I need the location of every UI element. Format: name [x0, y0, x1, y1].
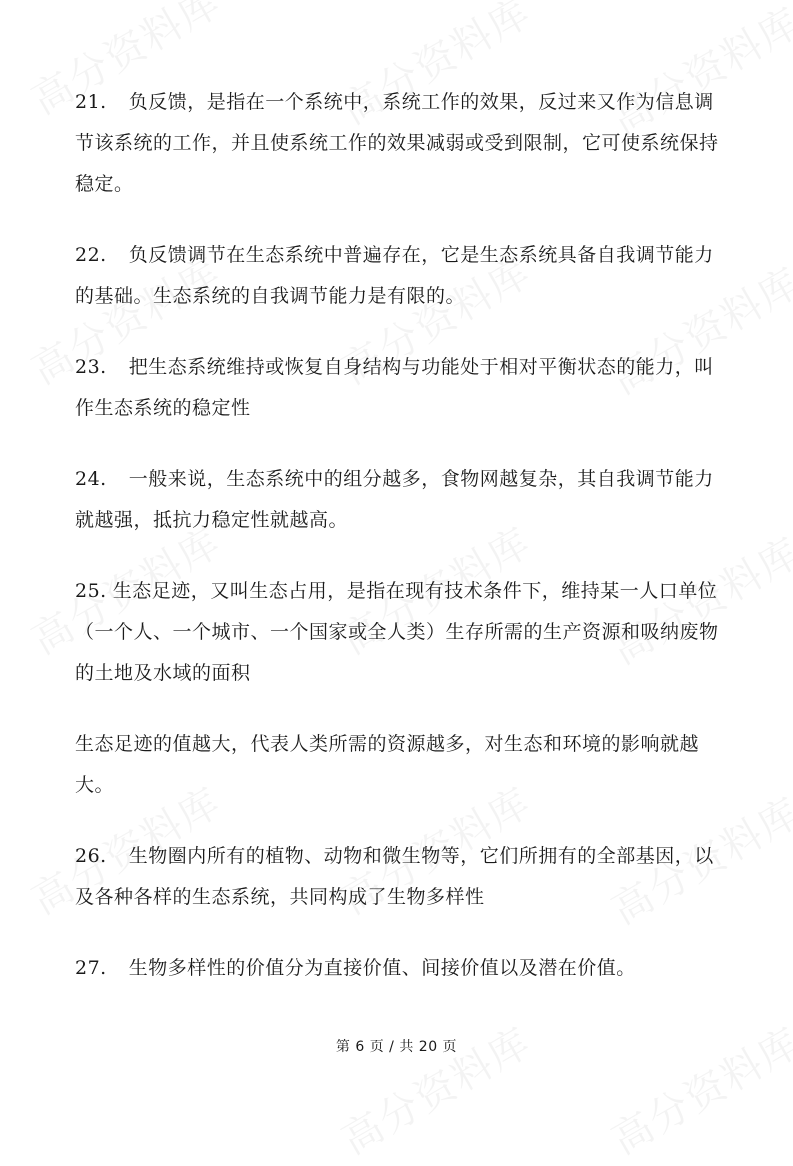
- item-number: 22.: [75, 244, 107, 266]
- paragraph-24: [75, 459, 725, 541]
- paragraph-26: [75, 836, 725, 918]
- paragraph-text: 生态足迹，又叫生态占用，是指在现有技术条件下，维持某一人口单位（一个人、一个城市、一个国家或全人类）生存所需的生产资源和吸纳废物的土地及水域的面积: [75, 580, 719, 684]
- paragraph-23: [75, 347, 725, 429]
- paragraph-text: 生物多样性的价值分为直接价值、间接价值以及潜在价值。: [128, 957, 636, 979]
- item-number: 25.: [75, 580, 107, 602]
- item-number: 27.: [75, 957, 107, 979]
- watermark: [330, 1011, 540, 1165]
- paragraph-25-continued: [75, 724, 725, 806]
- watermark: [600, 1011, 793, 1165]
- paragraph-text: 一般来说，生态系统中的组分越多，食物网越复杂，其自我调节能力就越强，抵抗力稳定性就越高。: [75, 468, 714, 531]
- paragraph-text: 生态足迹的值越大，代表人类所需的资源越多，对生态和环境的影响就越大。: [75, 733, 700, 796]
- paragraph-27: [75, 948, 725, 989]
- item-number: 23.: [75, 356, 107, 378]
- paragraph-text: 负反馈调节在生态系统中普遍存在，它是生态系统具备自我调节能力的基础。生态系统的自我调节能力是有限的。: [75, 244, 714, 307]
- paragraph-22: [75, 235, 725, 317]
- item-number: 26.: [75, 845, 107, 867]
- item-number: 24.: [75, 468, 107, 490]
- page-content: [75, 82, 725, 1019]
- page-footer: 第 6 页 / 共 20 页: [335, 1039, 458, 1055]
- paragraph-text: 生物圈内所有的植物、动物和微生物等，它们所拥有的全部基因，以及各种各样的生态系统，共同构成了生物多样性: [75, 845, 714, 908]
- paragraph-text: 把生态系统维持或恢复自身结构与功能处于相对平衡状态的能力，叫作生态系统的稳定性: [75, 356, 714, 419]
- paragraph-21: [75, 82, 725, 205]
- item-number: 21.: [75, 91, 107, 113]
- paragraph-text: 负反馈，是指在一个系统中，系统工作的效果，反过来又作为信息调节该系统的工作，并且使系统工作的效果减弱或受到限制，它可使系统保持稳定。: [75, 91, 719, 195]
- paragraph-25: [75, 571, 725, 694]
